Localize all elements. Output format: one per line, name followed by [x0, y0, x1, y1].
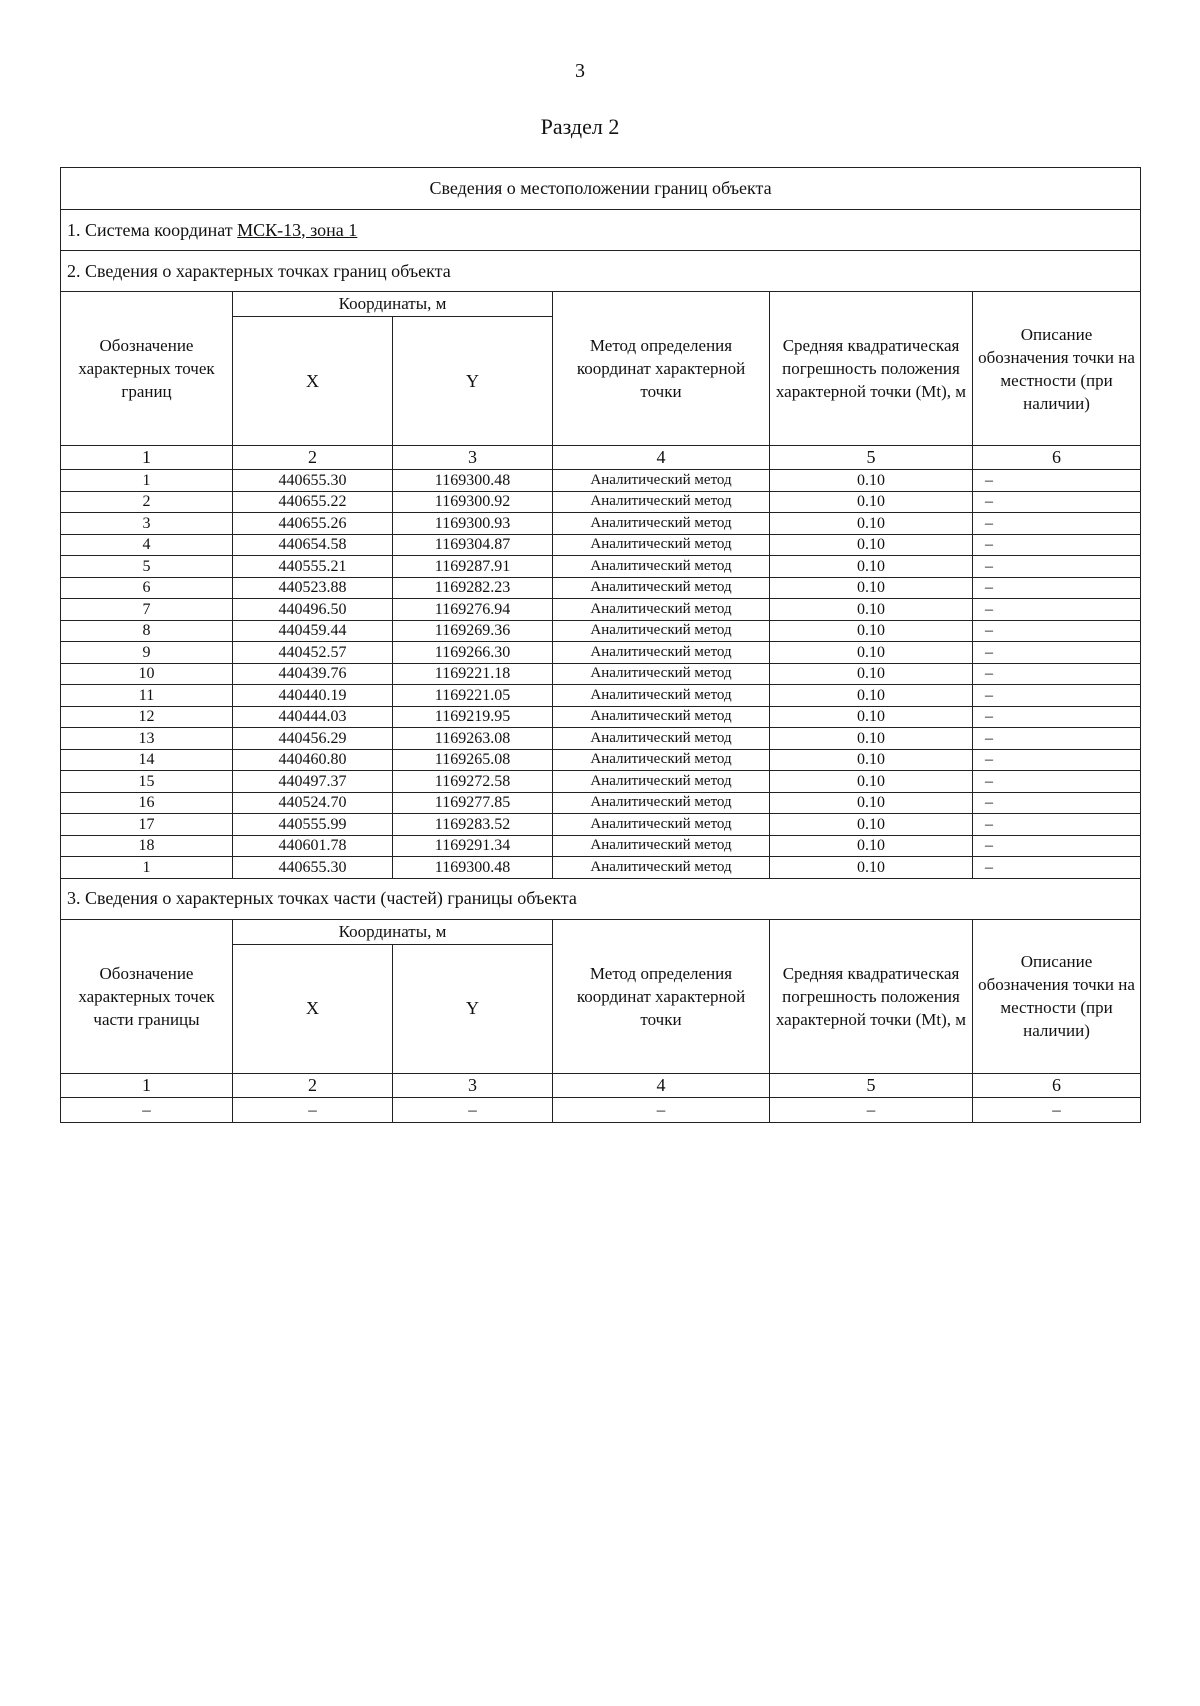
- coord-system-line: [61, 210, 1141, 251]
- cell-x: 440452.57: [233, 642, 393, 664]
- cell-point: 4: [61, 534, 233, 556]
- header-y: Y: [393, 317, 553, 446]
- cell-error: 0.10: [770, 857, 973, 879]
- cell-x: 440459.44: [233, 620, 393, 642]
- cell-y: 1169272.58: [393, 771, 553, 793]
- cell-method: Аналитический метод: [553, 814, 770, 836]
- header-description-part: Описание обозначения точки на местности (при наличии): [973, 919, 1141, 1073]
- header-error-part: Средняя квадратическая погрешность положения характерной точки (Mt), м: [770, 919, 973, 1073]
- cell-error: 0.10: [770, 620, 973, 642]
- table-row: [61, 835, 1141, 857]
- header-method: Метод определения координат характерной точки: [553, 292, 770, 446]
- cell-method: Аналитический метод: [553, 771, 770, 793]
- cell-y: –: [393, 1097, 553, 1122]
- cell-method: Аналитический метод: [553, 620, 770, 642]
- cell-x: 440440.19: [233, 685, 393, 707]
- cell-method: Аналитический метод: [553, 749, 770, 771]
- cell-y: 1169283.52: [393, 814, 553, 836]
- cell-error: 0.10: [770, 513, 973, 535]
- cell-method: Аналитический метод: [553, 835, 770, 857]
- table-row: [61, 513, 1141, 535]
- cell-point: 8: [61, 620, 233, 642]
- cell-y: 1169300.93: [393, 513, 553, 535]
- cell-point: 11: [61, 685, 233, 707]
- header-description: Описание обозначения точки на местности (при наличии): [973, 292, 1141, 446]
- cell-description: –: [973, 556, 1141, 578]
- cell-error: 0.10: [770, 556, 973, 578]
- cell-point: 6: [61, 577, 233, 599]
- cell-point: 10: [61, 663, 233, 685]
- header-coords-part: Координаты, м: [233, 919, 553, 944]
- cell-error: 0.10: [770, 706, 973, 728]
- cell-x: 440601.78: [233, 835, 393, 857]
- cell-point: 2: [61, 491, 233, 513]
- cell-description: –: [973, 814, 1141, 836]
- cell-error: 0.10: [770, 814, 973, 836]
- cell-method: Аналитический метод: [553, 577, 770, 599]
- cell-x: 440497.37: [233, 771, 393, 793]
- cell-error: 0.10: [770, 685, 973, 707]
- cell-x: 440523.88: [233, 577, 393, 599]
- boundary-table: [60, 167, 1141, 1123]
- cell-point: 3: [61, 513, 233, 535]
- table-row: [61, 534, 1141, 556]
- cell-point: 17: [61, 814, 233, 836]
- cell-method: Аналитический метод: [553, 706, 770, 728]
- cell-x: 440524.70: [233, 792, 393, 814]
- column-number: 1: [61, 1073, 233, 1097]
- table-row: [61, 642, 1141, 664]
- cell-method: Аналитический метод: [553, 513, 770, 535]
- cell-y: 1169269.36: [393, 620, 553, 642]
- section-title: Раздел 2: [540, 114, 620, 139]
- cell-x: 440655.30: [233, 857, 393, 879]
- cell-point: 7: [61, 599, 233, 621]
- section3-title: 3. Сведения о характерных точках части (частей) границы объекта: [61, 878, 1141, 919]
- column-number: 3: [393, 446, 553, 470]
- table-row: [61, 685, 1141, 707]
- cell-point: 9: [61, 642, 233, 664]
- cell-description: –: [973, 599, 1141, 621]
- header-method-part: Метод определения координат характерной точки: [553, 919, 770, 1073]
- cell-method: Аналитический метод: [553, 470, 770, 492]
- cell-error: 0.10: [770, 470, 973, 492]
- cell-description: –: [973, 491, 1141, 513]
- cell-y: 1169221.05: [393, 685, 553, 707]
- cell-method: Аналитический метод: [553, 857, 770, 879]
- section2-title: 2. Сведения о характерных точках границ объекта: [61, 251, 1141, 292]
- cell-method: Аналитический метод: [553, 728, 770, 750]
- column-number: 6: [973, 1073, 1141, 1097]
- column-number: 5: [770, 1073, 973, 1097]
- column-number-row-part: [61, 1073, 1141, 1097]
- cell-y: 1169300.48: [393, 857, 553, 879]
- table-row: [61, 814, 1141, 836]
- header-point: Обозначение характерных точек границ: [61, 292, 233, 446]
- cell-x: –: [233, 1097, 393, 1122]
- column-number: 1: [61, 446, 233, 470]
- cell-method: Аналитический метод: [553, 534, 770, 556]
- cell-description: –: [973, 792, 1141, 814]
- cell-description: –: [973, 642, 1141, 664]
- cell-point: 1: [61, 470, 233, 492]
- cell-error: –: [770, 1097, 973, 1122]
- table-row: [61, 491, 1141, 513]
- cell-point: 16: [61, 792, 233, 814]
- header-coords: Координаты, м: [233, 292, 553, 317]
- column-number: 2: [233, 1073, 393, 1097]
- cell-x: 440555.99: [233, 814, 393, 836]
- column-number: 5: [770, 446, 973, 470]
- cell-x: 440444.03: [233, 706, 393, 728]
- cell-error: 0.10: [770, 663, 973, 685]
- cell-error: 0.10: [770, 577, 973, 599]
- column-number: 6: [973, 446, 1141, 470]
- cell-point: 18: [61, 835, 233, 857]
- cell-x: 440496.50: [233, 599, 393, 621]
- cell-error: 0.10: [770, 835, 973, 857]
- cell-y: 1169277.85: [393, 792, 553, 814]
- cell-description: –: [973, 685, 1141, 707]
- table-row: [61, 663, 1141, 685]
- cell-point: 1: [61, 857, 233, 879]
- cell-description: –: [973, 857, 1141, 879]
- table-title: Сведения о местоположении границ объекта: [61, 168, 1141, 210]
- cell-y: 1169219.95: [393, 706, 553, 728]
- table-row: [61, 1097, 1141, 1122]
- header-x: X: [233, 317, 393, 446]
- page-number: 3: [575, 60, 585, 82]
- cell-method: Аналитический метод: [553, 556, 770, 578]
- cell-error: 0.10: [770, 642, 973, 664]
- header-x-part: X: [233, 944, 393, 1073]
- cell-x: 440460.80: [233, 749, 393, 771]
- cell-y: 1169266.30: [393, 642, 553, 664]
- cell-y: 1169221.18: [393, 663, 553, 685]
- cell-x: 440555.21: [233, 556, 393, 578]
- coord-system-value: МСК-13, зона 1: [237, 219, 358, 240]
- cell-method: Аналитический метод: [553, 599, 770, 621]
- cell-description: –: [973, 728, 1141, 750]
- cell-description: –: [973, 771, 1141, 793]
- cell-error: 0.10: [770, 534, 973, 556]
- cell-y: 1169276.94: [393, 599, 553, 621]
- cell-x: 440655.30: [233, 470, 393, 492]
- cell-method: –: [553, 1097, 770, 1122]
- cell-method: Аналитический метод: [553, 792, 770, 814]
- table-row: [61, 771, 1141, 793]
- cell-point: 12: [61, 706, 233, 728]
- cell-x: 440654.58: [233, 534, 393, 556]
- cell-x: 440456.29: [233, 728, 393, 750]
- table-row: [61, 470, 1141, 492]
- cell-y: 1169265.08: [393, 749, 553, 771]
- cell-error: 0.10: [770, 728, 973, 750]
- cell-y: 1169263.08: [393, 728, 553, 750]
- cell-x: 440655.26: [233, 513, 393, 535]
- column-number: 3: [393, 1073, 553, 1097]
- column-number: 4: [553, 1073, 770, 1097]
- cell-description: –: [973, 663, 1141, 685]
- cell-description: –: [973, 513, 1141, 535]
- cell-description: –: [973, 577, 1141, 599]
- table-row: [61, 556, 1141, 578]
- cell-description: –: [973, 749, 1141, 771]
- table-row: [61, 706, 1141, 728]
- cell-description: –: [973, 1097, 1141, 1122]
- coord-system-prefix: 1. Система координат: [67, 219, 238, 240]
- table-row: [61, 792, 1141, 814]
- cell-point: –: [61, 1097, 233, 1122]
- cell-method: Аналитический метод: [553, 685, 770, 707]
- cell-y: 1169300.48: [393, 470, 553, 492]
- cell-method: Аналитический метод: [553, 491, 770, 513]
- cell-point: 14: [61, 749, 233, 771]
- cell-description: –: [973, 835, 1141, 857]
- cell-description: –: [973, 534, 1141, 556]
- cell-point: 13: [61, 728, 233, 750]
- cell-y: 1169300.92: [393, 491, 553, 513]
- cell-error: 0.10: [770, 792, 973, 814]
- cell-description: –: [973, 470, 1141, 492]
- cell-method: Аналитический метод: [553, 663, 770, 685]
- cell-error: 0.10: [770, 771, 973, 793]
- cell-y: 1169304.87: [393, 534, 553, 556]
- cell-error: 0.10: [770, 599, 973, 621]
- cell-method: Аналитический метод: [553, 642, 770, 664]
- cell-x: 440655.22: [233, 491, 393, 513]
- cell-point: 5: [61, 556, 233, 578]
- table-row: [61, 749, 1141, 771]
- column-number-row: [61, 446, 1141, 470]
- cell-error: 0.10: [770, 749, 973, 771]
- cell-x: 440439.76: [233, 663, 393, 685]
- column-number: 4: [553, 446, 770, 470]
- header-error: Средняя квадратическая погрешность положения характерной точки (Mt), м: [770, 292, 973, 446]
- cell-y: 1169287.91: [393, 556, 553, 578]
- cell-y: 1169291.34: [393, 835, 553, 857]
- table-row: [61, 728, 1141, 750]
- column-number: 2: [233, 446, 393, 470]
- cell-description: –: [973, 706, 1141, 728]
- header-point-part: Обозначение характерных точек части границы: [61, 919, 233, 1073]
- table-row: [61, 620, 1141, 642]
- table-row: [61, 577, 1141, 599]
- cell-y: 1169282.23: [393, 577, 553, 599]
- table-row: [61, 599, 1141, 621]
- cell-error: 0.10: [770, 491, 973, 513]
- cell-point: 15: [61, 771, 233, 793]
- table-row: [61, 857, 1141, 879]
- header-y-part: Y: [393, 944, 553, 1073]
- cell-description: –: [973, 620, 1141, 642]
